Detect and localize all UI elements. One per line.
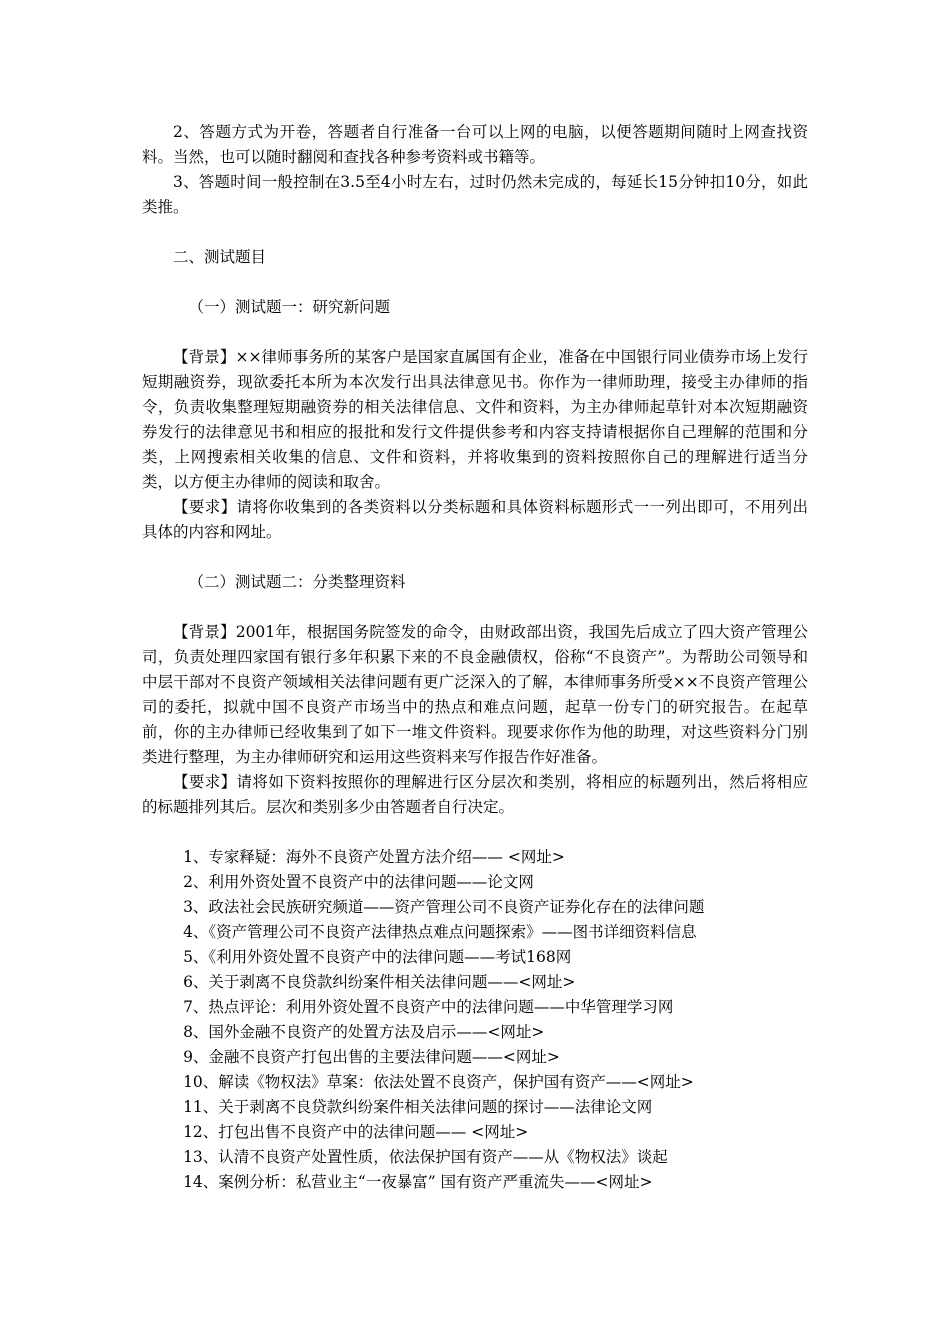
list-item: 1、专家释疑：海外不良资产处置方法介绍—— <网址> (183, 848, 565, 866)
list-item: 5、《利用外资处置不良资产中的法律问题——考试168网 (183, 948, 572, 966)
question-1-requirement (142, 495, 808, 545)
list-item: 10、解读《物权法》草案：依法处置不良资产，保护国有资产——<网址> (183, 1073, 694, 1091)
spacer (142, 820, 808, 845)
rule-paragraph: 2、答题方式为开卷，答题者自行准备一台可以上网的电脑，以便答题期间随时上网查找资料。当然，也可以随时翻阅和查找各种参考资料或书籍等。 (142, 123, 808, 166)
spacer (142, 545, 808, 570)
question-2-requirement (142, 770, 808, 820)
list-item: 11、关于剥离不良贷款纠纷案件相关法律问题的探讨——法律论文网 (183, 1098, 653, 1116)
spacer (142, 270, 808, 295)
background-text: ××律师事务所的某客户是国家直属国有企业，准备在中国银行同业债券市场上发行短期融资券，现欲委托本所为本次发行出具法律意见书。你作为一律师助理，接受主办律师的指令，负责收集整理短期融资券的相关法律信息、文件和资料，为主办律师起草针对本次短期融资券发行的法律意见书和相应的报批和发行文件提供参考和内容支持请根据你自己理解的范围和分类，上网搜索相关收集的信息、文件和资料，并将收集到的资料按照你自己的理解进行适当分类，以方便主办律师的阅读和取舍。 (142, 348, 808, 491)
question-2-title: （二）测试题二：分类整理资料 (188, 573, 406, 591)
list-item: 12、打包出售不良资产中的法律问题—— <网址> (183, 1123, 529, 1141)
background-tag: 【背景】 (173, 623, 236, 641)
requirement-text: 请将你收集到的各类资料以分类标题和具体资料标题形式一一列出即可，不用列出具体的内容和网址。 (142, 498, 808, 541)
requirement-tag: 【要求】 (173, 773, 237, 791)
document-page (142, 120, 808, 1195)
list-item: 8、国外金融不良资产的处置方法及启示——<网址> (183, 1023, 545, 1041)
materials-list (142, 845, 808, 1195)
list-item: 9、金融不良资产打包出售的主要法律问题——<网址> (183, 1048, 560, 1066)
question-1-background (142, 345, 808, 495)
background-text: 2001年，根据国务院签发的命令，由财政部出资，我国先后成立了四大资产管理公司，负责处理四家国有银行多年积累下来的不良金融债权，俗称“不良资产”。为帮助公司领导和中层干部对不良资产领域相关法律问题有更广泛深入的了解，本律师事务所受××不良资产管理公司的委托，拟就中国不良资产市场当中的热点和难点问题，起草一份专门的研究报告。在起草前，你的主办律师已经收集到了如下一堆文件资料。现要求你作为他的助理，对这些资料分门别类进行整理，为主办律师研究和运用这些资料来写作报告作好准备。 (142, 623, 808, 766)
list-item: 7、热点评论：利用外资处置不良资产中的法律问题——中华管理学习网 (183, 998, 674, 1016)
spacer (142, 220, 808, 245)
section-title: 二、测试题目 (173, 248, 267, 266)
spacer (142, 320, 808, 345)
list-item: 2、利用外资处置不良资产中的法律问题——论文网 (183, 873, 534, 891)
list-item: 14、案例分析：私营业主“一夜暴富” 国有资产严重流失——<网址> (183, 1173, 653, 1191)
rule-paragraph: 3、答题时间一般控制在3.5至4小时左右，过时仍然未完成的，每延长15分钟扣10分，如此类推。 (142, 173, 808, 216)
list-item: 6、关于剥离不良贷款纠纷案件相关法律问题——<网址> (183, 973, 576, 991)
spacer (142, 595, 808, 620)
background-tag: 【背景】 (173, 348, 236, 366)
requirement-text: 请将如下资料按照你的理解进行区分层次和类别，将相应的标题列出，然后将相应的标题排列其后。层次和类别多少由答题者自行决定。 (142, 773, 808, 816)
list-item: 4、《资产管理公司不良资产法律热点难点问题探索》——图书详细资料信息 (183, 923, 697, 941)
question-1-title: （一）测试题一：研究新问题 (188, 298, 391, 316)
list-item: 3、政法社会民族研究频道——资产管理公司不良资产证券化存在的法律问题 (183, 898, 705, 916)
requirement-tag: 【要求】 (173, 498, 237, 516)
list-item: 13、认清不良资产处置性质，依法保护国有资产——从《物权法》谈起 (183, 1148, 668, 1166)
question-2-background (142, 620, 808, 770)
